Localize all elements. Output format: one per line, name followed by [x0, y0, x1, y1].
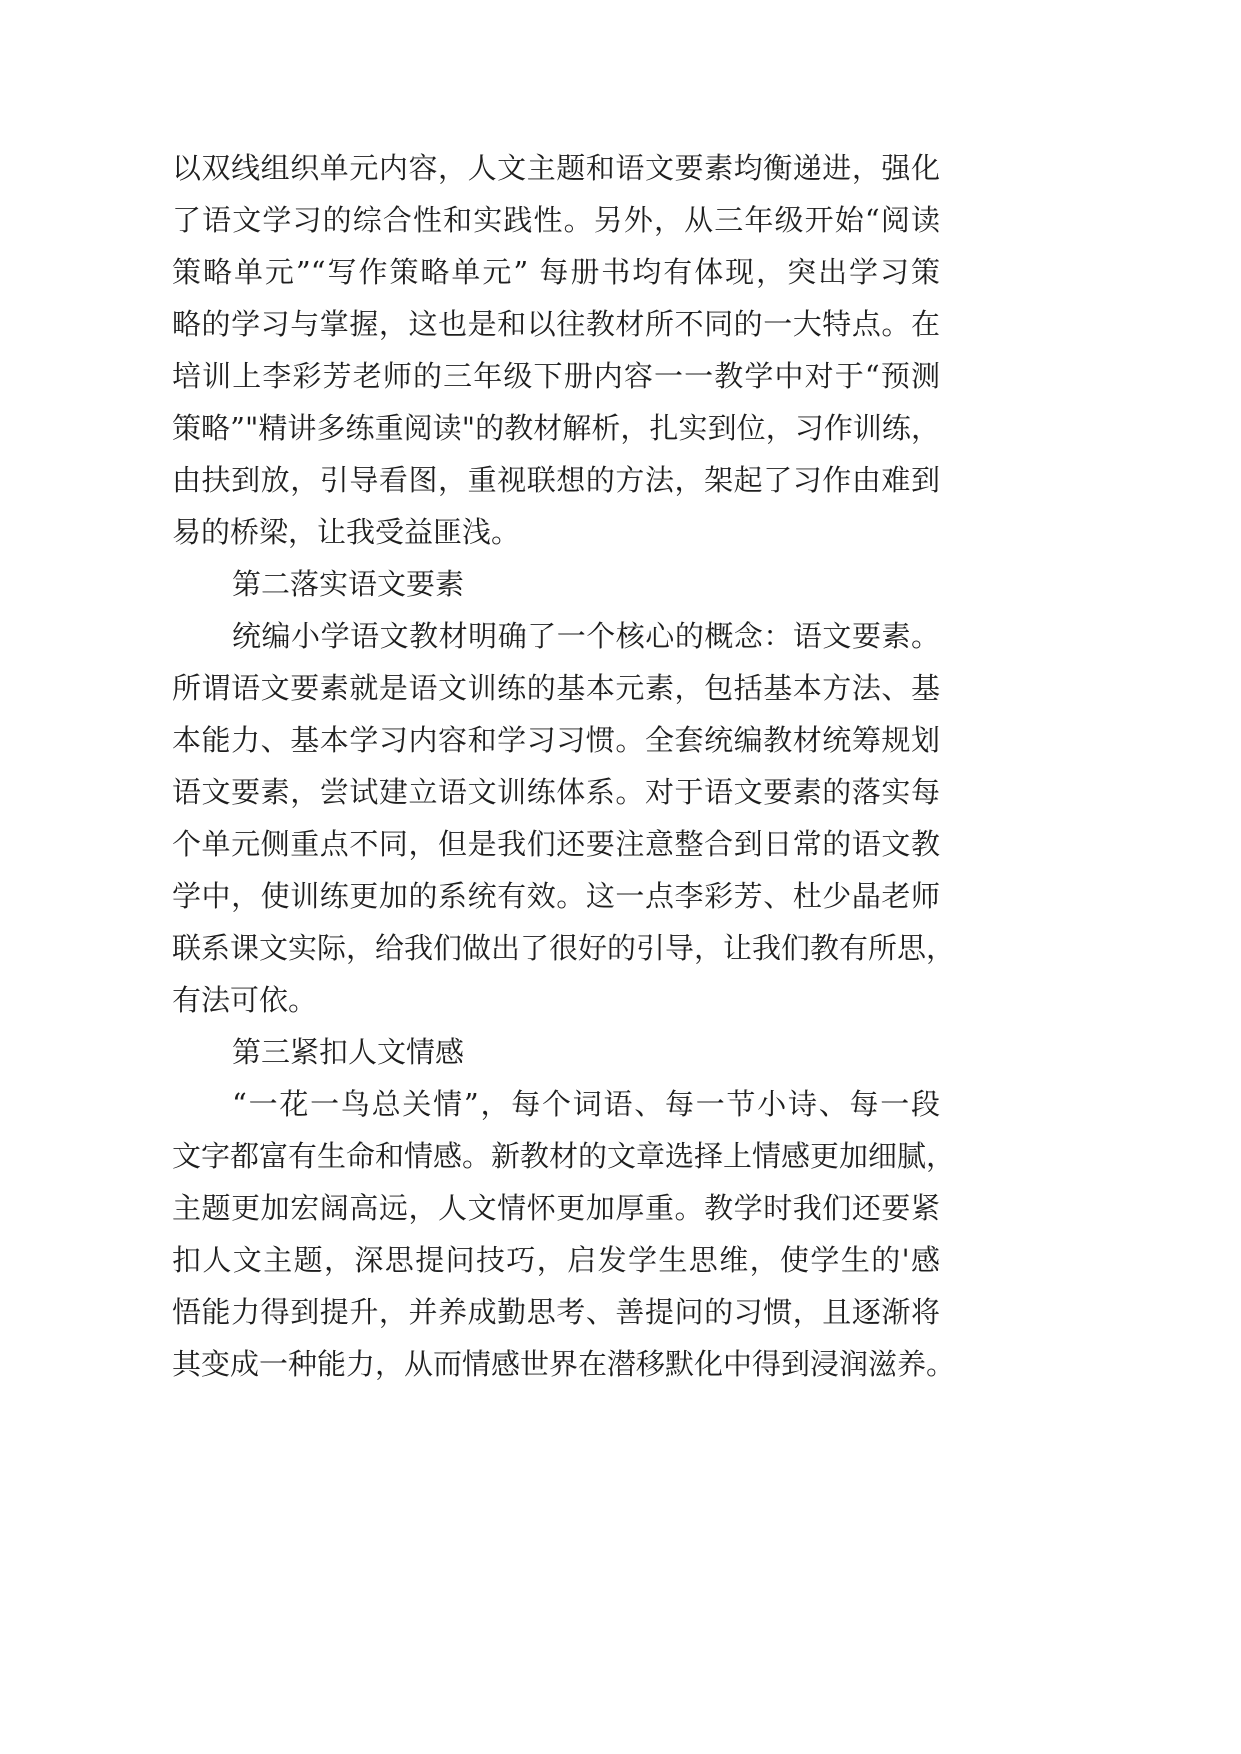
text-line: 有法可依。: [172, 983, 318, 1017]
text-line: 其变成一种能力，从而情感世界在潜移默化中得到浸润滋养。: [172, 1347, 956, 1381]
text-line: 策略”"精讲多练重阅读"的教材解析，扎实到位，习作训练，: [172, 411, 940, 445]
text-line: 策略单元”“写作策略单元” 每册书均有体现，突出学习策: [172, 255, 940, 289]
text-line: “一花一鸟总关情”，每个词语、每一节小诗、每一段: [232, 1087, 940, 1121]
text-line: 悟能力得到提升，并养成勤思考、善提问的习惯，且逐渐将: [172, 1295, 940, 1329]
paragraph-2: [172, 610, 956, 1026]
text-line: 所谓语文要素就是语文训练的基本元素，包括基本方法、基: [172, 671, 940, 705]
text-line: 个单元侧重点不同，但是我们还要注意整合到日常的语文教: [172, 827, 940, 861]
text-line: 本能力、基本学习内容和学习习惯。全套统编教材统筹规划: [172, 723, 940, 757]
text-line: 易的桥梁，让我受益匪浅。: [172, 515, 521, 549]
text-line: 了语文学习的综合性和实践性。另外，从三年级开始“阅读: [172, 203, 940, 237]
text-line: 由扶到放，引导看图，重视联想的方法，架起了习作由难到: [172, 463, 940, 497]
text-line: 统编小学语文教材明确了一个核心的概念：语文要素。: [232, 619, 940, 653]
text-line: 以双线组织单元内容，人文主题和语文要素均衡递进，强化: [172, 151, 940, 185]
text-line: 扣人文主题，深思提问技巧，启发学生思维，使学生的'感: [172, 1243, 940, 1277]
document-body: [172, 142, 956, 1390]
text-line: 语文要素，尝试建立语文训练体系。对于语文要素的落实每: [172, 775, 940, 809]
paragraph-3: [172, 1078, 956, 1390]
text-line: 主题更加宏阔高远，人文情怀更加厚重。教学时我们还要紧: [172, 1191, 940, 1225]
text-line: 文字都富有生命和情感。新教材的文章选择上情感更加细腻，: [172, 1139, 956, 1173]
text-line: 略的学习与掌握，这也是和以往教材所不同的一大特点。在: [172, 307, 940, 341]
section-heading-2: 第二落实语文要素: [232, 567, 465, 601]
text-line: 联系课文实际，给我们做出了很好的引导，让我们教有所思，: [172, 931, 956, 965]
section-heading-3: 第三紧扣人文情感: [232, 1035, 465, 1069]
text-line: 学中，使训练更加的系统有效。这一点李彩芳、杜少晶老师: [172, 879, 940, 913]
text-line: 培训上李彩芳老师的三年级下册内容一一教学中对于“预测: [172, 359, 940, 393]
paragraph-1: [172, 142, 940, 558]
